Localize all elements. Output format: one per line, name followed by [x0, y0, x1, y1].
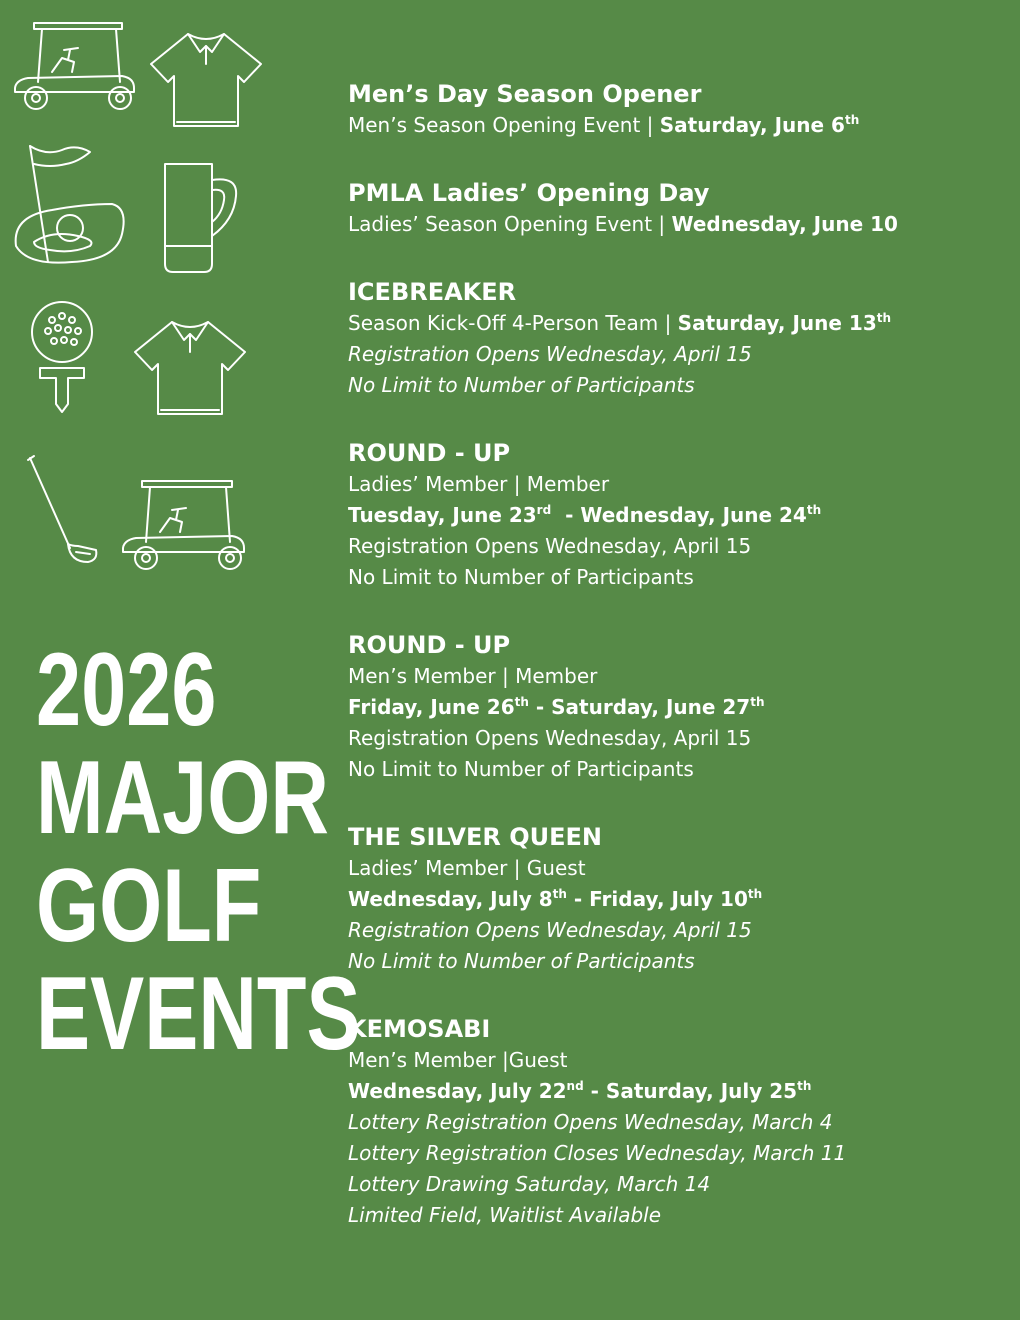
event-note: Registration Opens Wednesday, April 15: [348, 726, 752, 750]
event-note: Registration Opens Wednesday, April 15: [348, 342, 752, 366]
event-date-suffix: th: [747, 887, 763, 901]
golf-cart-icon: [120, 478, 248, 572]
event-format: Ladies’ Member | Member: [348, 472, 610, 496]
event-date-end: Friday, July 10: [589, 887, 748, 911]
event-title: Men’s Day Season Opener: [348, 80, 702, 108]
title-line-golf: GOLF: [36, 848, 262, 964]
title-line-year: 2026: [36, 632, 217, 748]
event-note: No Limit to Number of Participants: [348, 757, 694, 781]
event-date-range: [348, 1076, 1008, 1107]
event-date: Saturday, June 13: [677, 311, 877, 335]
beer-mug-icon: [162, 160, 244, 276]
event-date-suffix: th: [797, 1079, 812, 1093]
event-date-range: [348, 500, 1008, 531]
event-date: Wednesday, June 10: [671, 212, 898, 236]
event-date-range: [348, 884, 1008, 915]
polo-shirt-icon: [148, 30, 264, 128]
event-date-suffix: th: [750, 695, 765, 709]
polo-shirt-icon: [132, 318, 248, 416]
event-format: Men’s Member |Guest: [348, 1048, 568, 1072]
event-round-up-mens: [348, 630, 1008, 785]
event-title: KEMOSABI: [348, 1015, 491, 1043]
event-title: ROUND - UP: [348, 439, 511, 467]
event-date-range: [348, 692, 1008, 723]
title-line-major: MAJOR: [36, 740, 329, 856]
event-round-up-ladies: [348, 438, 1008, 593]
icon-collage: [0, 0, 330, 620]
event-date-start: Tuesday, June 23: [348, 503, 537, 527]
event-date-suffix: th: [876, 311, 892, 325]
event-date-end: Saturday, July 25: [605, 1079, 798, 1103]
event-date-start: Friday, June 26: [348, 695, 515, 719]
event-list: [348, 79, 1008, 1231]
event-note: Lottery Registration Opens Wednesday, March 4: [348, 1110, 833, 1134]
golf-flag-hole-icon: [12, 142, 128, 270]
event-date-start: Wednesday, July 8: [348, 887, 553, 911]
event-format: Ladies’ Member | Guest: [348, 856, 586, 880]
title-line-events: EVENTS: [36, 956, 361, 1072]
event-title: THE SILVER QUEEN: [348, 823, 602, 851]
event-pmla-ladies-opening: [348, 178, 1008, 240]
event-date-suffix: th: [844, 113, 860, 127]
event-description: Ladies’ Season Opening Event |: [348, 212, 672, 236]
event-date-separator: -: [551, 503, 581, 527]
event-description: Men’s Season Opening Event |: [348, 113, 660, 137]
event-note: Limited Field, Waitlist Available: [348, 1203, 662, 1227]
event-format: Men’s Member | Member: [348, 664, 598, 688]
event-date-suffix: th: [806, 503, 822, 517]
event-date-start: Wednesday, July 22: [348, 1079, 567, 1103]
event-title: ROUND - UP: [348, 631, 511, 659]
event-description: Season Kick-Off 4-Person Team |: [348, 311, 678, 335]
event-silver-queen: [348, 822, 1008, 977]
event-date-separator: -: [583, 1079, 606, 1103]
event-kemosabi: [348, 1014, 1008, 1231]
event-title: ICEBREAKER: [348, 278, 517, 306]
event-date-end: Wednesday, June 24: [580, 503, 807, 527]
event-date-separator: -: [528, 695, 552, 719]
golf-cart-icon: [12, 20, 138, 112]
event-details: [348, 209, 1008, 240]
poster-title: [36, 632, 361, 1072]
event-details: [348, 110, 1008, 141]
event-note: No Limit to Number of Participants: [348, 949, 695, 973]
event-mens-day-opener: [348, 79, 1008, 141]
event-note: Registration Opens Wednesday, April 15: [348, 918, 752, 942]
golf-club-icon: [26, 454, 102, 568]
event-note: No Limit to Number of Participants: [348, 565, 694, 589]
event-date: Saturday, June 6: [659, 113, 845, 137]
event-date-suffix: rd: [536, 503, 552, 517]
event-date-suffix: nd: [566, 1079, 584, 1093]
event-date-separator: -: [566, 887, 590, 911]
event-date-suffix: th: [514, 695, 529, 709]
event-note: Lottery Registration Closes Wednesday, March 11: [348, 1141, 847, 1165]
event-note: Registration Opens Wednesday, April 15: [348, 534, 752, 558]
event-note: No Limit to Number of Participants: [348, 373, 695, 397]
event-title: PMLA Ladies’ Opening Day: [348, 179, 710, 207]
event-date-suffix: th: [552, 887, 567, 901]
event-note: Lottery Drawing Saturday, March 14: [348, 1172, 711, 1196]
golf-ball-tee-icon: [28, 300, 100, 416]
event-icebreaker: [348, 277, 1008, 401]
event-date-end: Saturday, June 27: [551, 695, 751, 719]
event-details: [348, 308, 1008, 339]
